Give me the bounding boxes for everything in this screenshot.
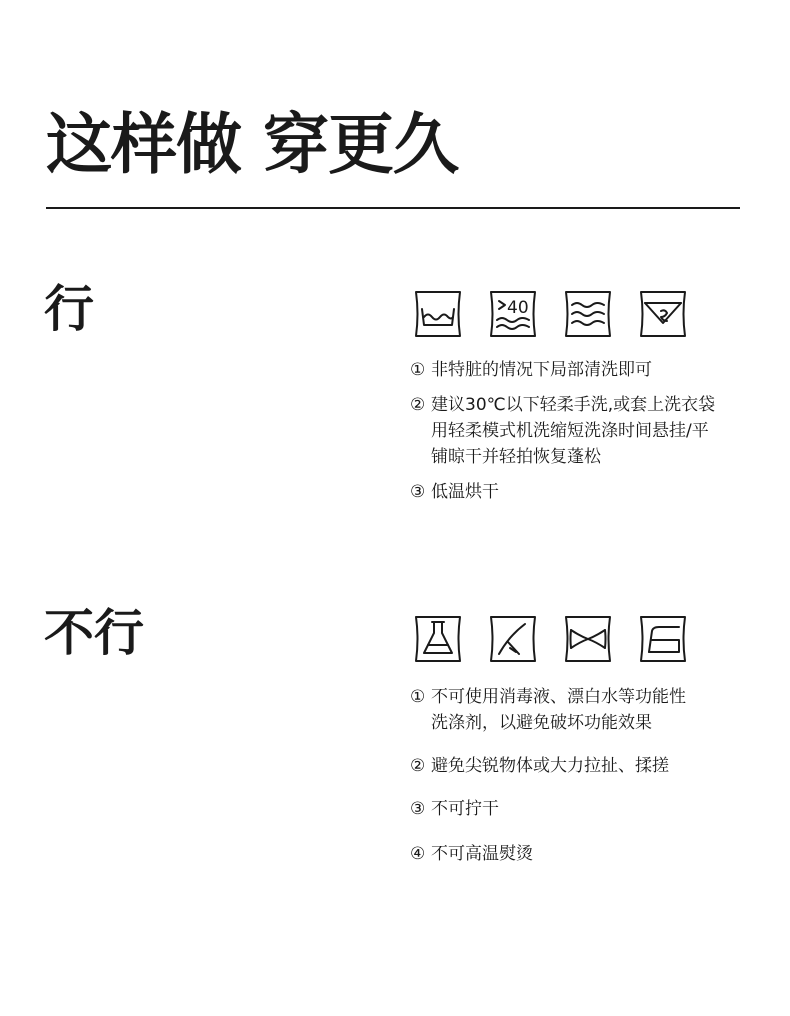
item-text: 避免尖锐物体或大力拉扯、揉搓 [431, 756, 669, 776]
item-text: 不可拧干 [431, 799, 499, 819]
hang-dry-icon [635, 287, 691, 339]
do-care-icons [410, 287, 691, 339]
list-item [410, 796, 750, 822]
do-instructions [410, 357, 750, 505]
item-text: 不可高温熨烫 [431, 844, 533, 864]
list-item [410, 392, 750, 470]
item-number: ③ [410, 482, 426, 502]
dont-instructions [410, 684, 750, 867]
wash-temperature-label: 40 [507, 298, 529, 318]
page-headline: 这样做 穿更久 [46, 106, 458, 183]
dont-care-icons [410, 612, 691, 664]
do-section-title: 行 [44, 280, 94, 338]
list-item [410, 684, 750, 736]
item-text: 建议30℃以下轻柔手洗,或套上洗衣袋用轻柔模式机洗缩短洗涤时间悬挂/平铺晾干并轻拍恢复蓬松 [431, 395, 716, 467]
no-sharp-objects-icon [485, 612, 541, 664]
dont-section-title: 不行 [44, 604, 144, 662]
item-number: ② [410, 756, 426, 776]
no-wring-icon [560, 612, 616, 664]
item-number: ③ [410, 799, 426, 819]
list-item [410, 841, 750, 867]
no-iron-icon [635, 612, 691, 664]
list-item [410, 479, 750, 505]
item-text: 低温烘干 [431, 482, 499, 502]
item-number: ④ [410, 844, 426, 864]
no-chemical-bleach-icon [410, 612, 466, 664]
item-number: ② [410, 395, 426, 415]
headline-divider [46, 207, 740, 209]
list-item [410, 357, 750, 383]
hand-wash-icon [410, 287, 466, 339]
list-item [410, 753, 750, 779]
item-number: ① [410, 687, 426, 707]
wash-40-icon [485, 287, 541, 339]
item-text: 非特脏的情况下局部清洗即可 [431, 360, 652, 380]
item-number: ① [410, 360, 426, 380]
tumble-dry-low-icon [560, 287, 616, 339]
item-text: 不可使用消毒液、漂白水等功能性洗涤剂，以避免破坏功能效果 [431, 687, 686, 733]
